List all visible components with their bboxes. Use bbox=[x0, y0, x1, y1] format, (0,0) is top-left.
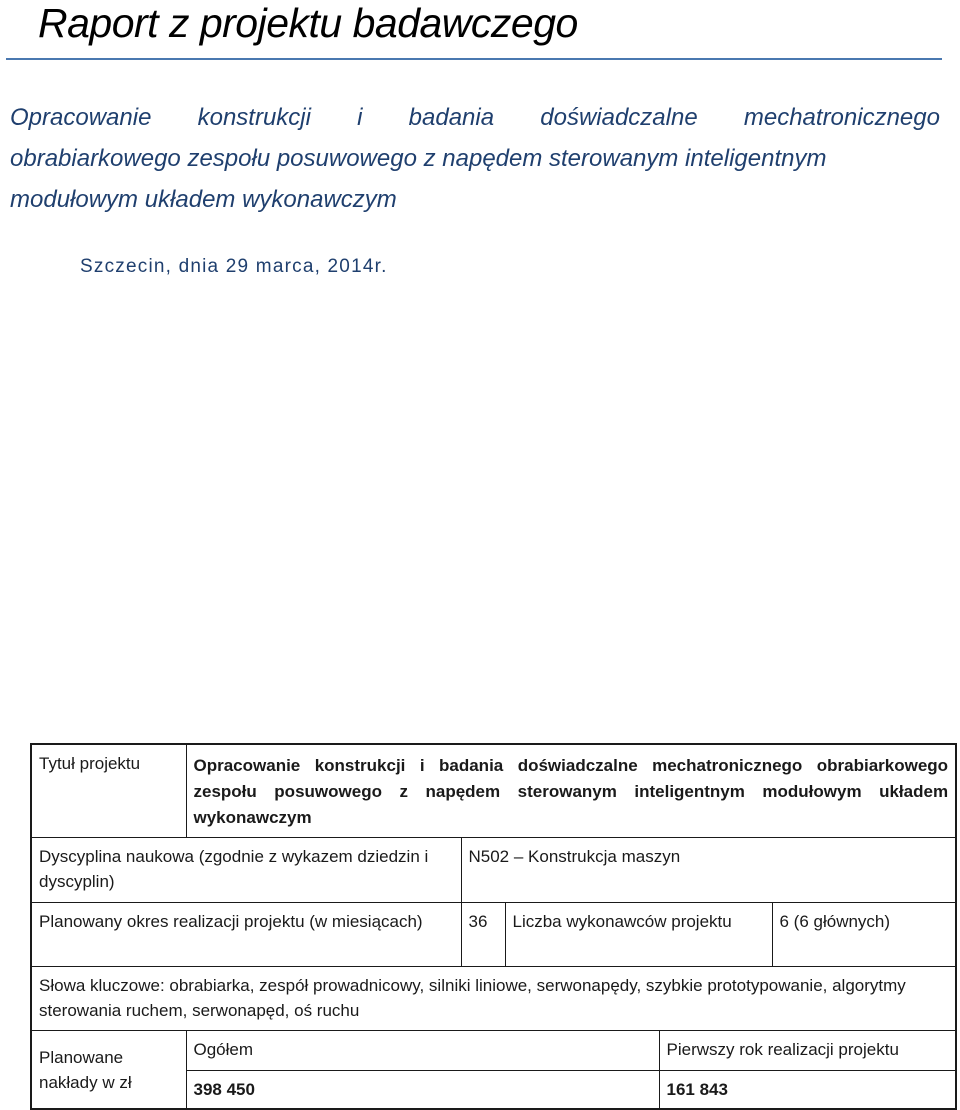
subtitle-word: doświadczalne bbox=[540, 104, 698, 131]
total-label: Ogółem bbox=[186, 1031, 659, 1071]
project-title-value: Opracowanie konstrukcji i badania doświadczalne mechatronicznego obrabiarkowego zespołu posuwowego z napędem sterowanym inteligentnym modułowym układem wykonawczym bbox=[186, 744, 956, 838]
document-subtitle bbox=[10, 97, 940, 220]
discipline-value: N502 – Konstrukcja maszyn bbox=[461, 838, 956, 903]
period-label: Planowany okres realizacji projektu (w miesiącach) bbox=[31, 903, 461, 967]
discipline-label: Dyscyplina naukowa (zgodnie z wykazem dziedzin i dyscyplin) bbox=[31, 838, 461, 903]
first-year-label: Pierwszy rok realizacji projektu bbox=[659, 1031, 956, 1071]
subtitle-word: konstrukcji bbox=[197, 104, 311, 131]
row-keywords bbox=[31, 967, 956, 1031]
subtitle-line-3: modułowym układem wykonawczym bbox=[10, 186, 397, 213]
subtitle-word: badania bbox=[408, 104, 495, 131]
subtitle-line-2: obrabiarkowego zespołu posuwowego z napędem sterowanym inteligentnym bbox=[10, 145, 827, 172]
subtitle-word: i bbox=[357, 104, 363, 131]
row-discipline bbox=[31, 838, 956, 903]
period-value: 36 bbox=[461, 903, 505, 967]
row-project-title bbox=[31, 744, 956, 838]
keywords: Słowa kluczowe: obrabiarka, zespół prowadnicowy, silniki liniowe, serwonapędy, szybkie prototypowanie, algorytmy sterowania ruchem, serwonapęd, oś ruchu bbox=[31, 967, 956, 1031]
subtitle-line-1 bbox=[10, 97, 940, 138]
contractors-value: 6 (6 głównych) bbox=[772, 903, 956, 967]
total-value: 398 450 bbox=[186, 1071, 659, 1110]
subtitle-word: Opracowanie bbox=[10, 104, 152, 131]
budget-label: Planowane nakłady w zł bbox=[31, 1031, 186, 1110]
project-title-label: Tytuł projektu bbox=[31, 744, 186, 838]
row-budget-head bbox=[31, 1031, 956, 1071]
subtitle-word: mechatronicznego bbox=[743, 104, 940, 131]
document-date: Szczecin, dnia 29 marca, 2014r. bbox=[80, 256, 388, 277]
project-info-table bbox=[30, 743, 957, 1110]
title-underline bbox=[6, 58, 942, 60]
first-year-value: 161 843 bbox=[659, 1071, 956, 1110]
document-title: Raport z projektu badawczego bbox=[38, 0, 578, 46]
row-period bbox=[31, 903, 956, 967]
contractors-label: Liczba wykonawców projektu bbox=[505, 903, 772, 967]
